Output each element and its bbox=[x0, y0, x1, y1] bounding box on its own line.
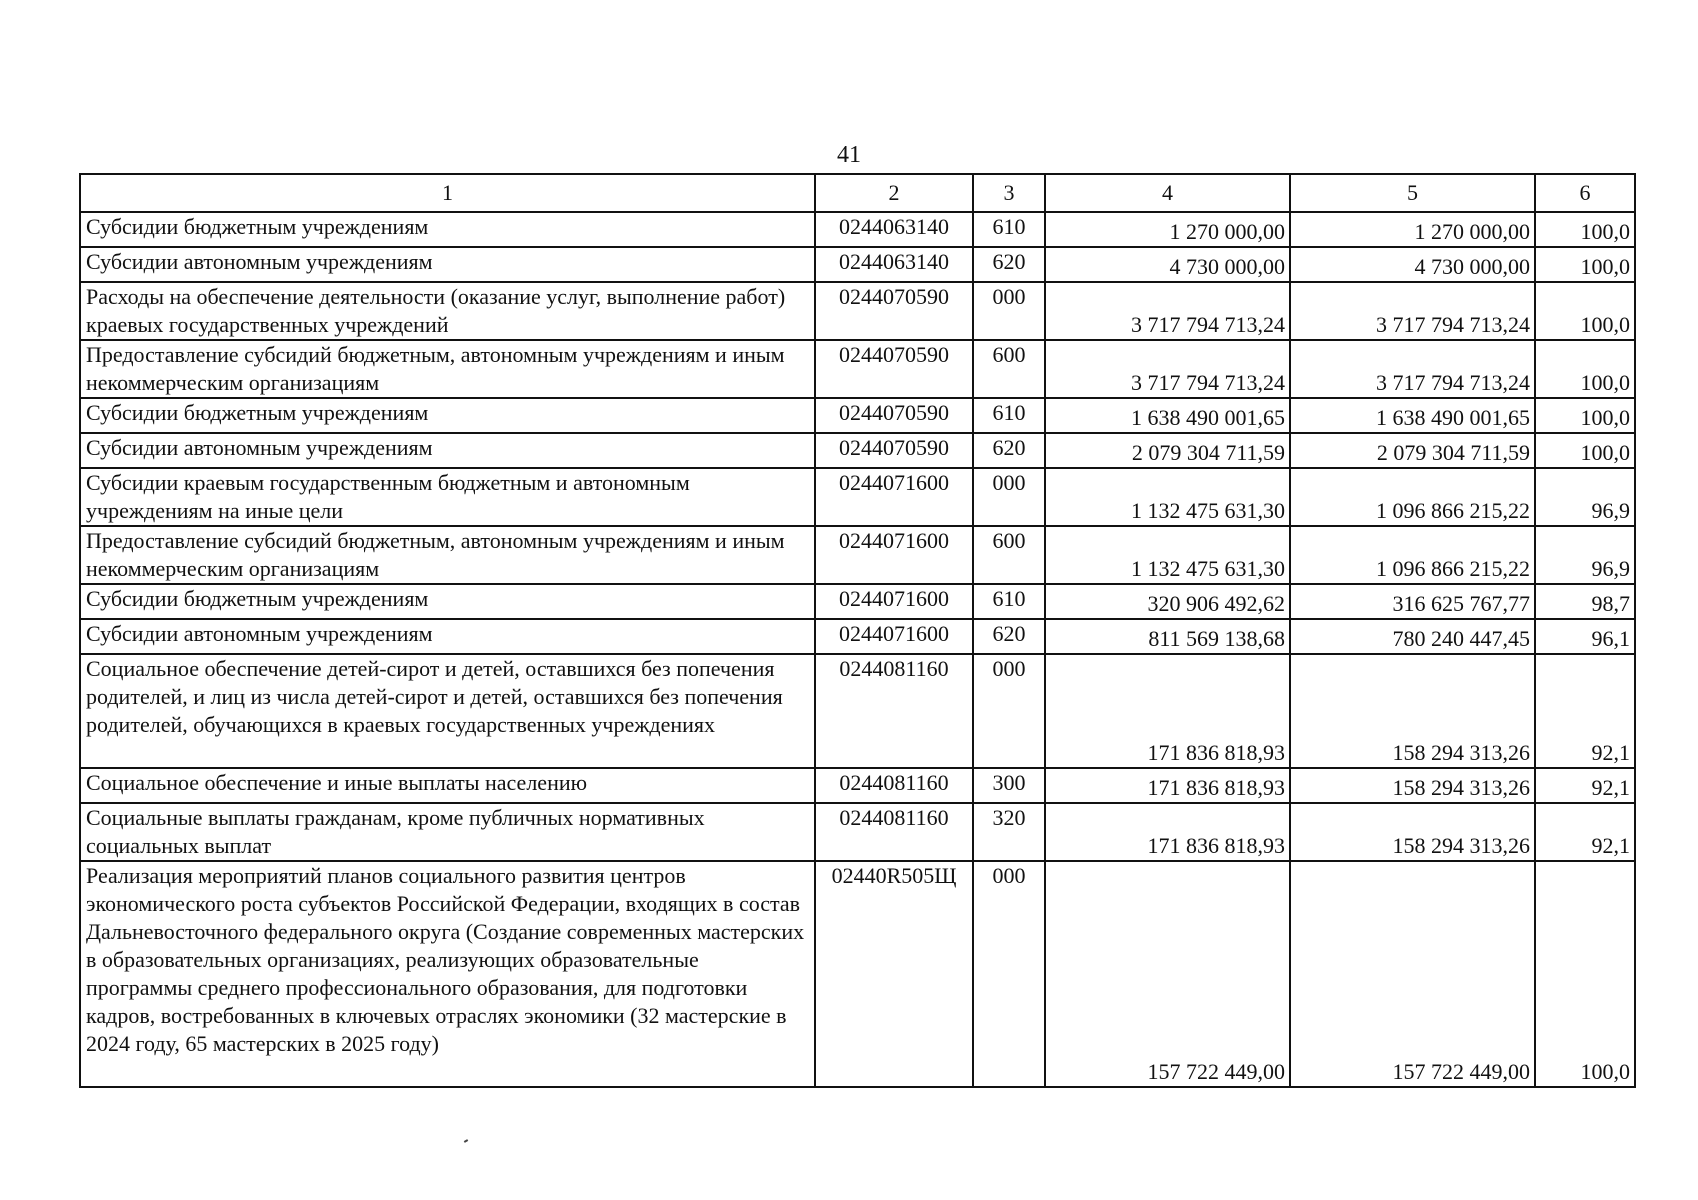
row-planned: 1 132 475 631,30 bbox=[1045, 468, 1290, 526]
row-code: 0244081160 bbox=[815, 803, 973, 861]
row-type: 000 bbox=[973, 654, 1045, 768]
row-percent: 100,0 bbox=[1535, 247, 1635, 282]
row-percent: 92,1 bbox=[1535, 654, 1635, 768]
row-name: Субсидии бюджетным учреждениям bbox=[80, 212, 815, 247]
row-planned: 3 717 794 713,24 bbox=[1045, 282, 1290, 340]
table-row bbox=[80, 526, 1635, 584]
row-planned: 1 638 490 001,65 bbox=[1045, 398, 1290, 433]
row-code: 0244070590 bbox=[815, 433, 973, 468]
row-percent: 96,9 bbox=[1535, 468, 1635, 526]
row-code: 0244071600 bbox=[815, 468, 973, 526]
row-code: 0244071600 bbox=[815, 619, 973, 654]
row-name: Субсидии краевым государственным бюджетным и автономным учреждениям на иные цели bbox=[80, 468, 815, 526]
row-percent: 100,0 bbox=[1535, 212, 1635, 247]
column-number-1: 1 bbox=[80, 174, 815, 212]
row-planned: 811 569 138,68 bbox=[1045, 619, 1290, 654]
table-row bbox=[80, 282, 1635, 340]
row-percent: 100,0 bbox=[1535, 861, 1635, 1087]
table-row bbox=[80, 654, 1635, 768]
row-code: 0244071600 bbox=[815, 526, 973, 584]
row-name: Расходы на обеспечение деятельности (оказание услуг, выполнение работ) краевых государственных учреждений bbox=[80, 282, 815, 340]
row-executed: 157 722 449,00 bbox=[1290, 861, 1535, 1087]
row-type: 610 bbox=[973, 584, 1045, 619]
row-code: 0244070590 bbox=[815, 340, 973, 398]
row-planned: 4 730 000,00 bbox=[1045, 247, 1290, 282]
column-number-5: 5 bbox=[1290, 174, 1535, 212]
row-planned: 2 079 304 711,59 bbox=[1045, 433, 1290, 468]
row-code: 0244071600 bbox=[815, 584, 973, 619]
column-number-6: 6 bbox=[1535, 174, 1635, 212]
row-planned: 171 836 818,93 bbox=[1045, 803, 1290, 861]
row-executed: 158 294 313,26 bbox=[1290, 768, 1535, 803]
row-code: 0244081160 bbox=[815, 768, 973, 803]
table-row bbox=[80, 803, 1635, 861]
row-code: 0244081160 bbox=[815, 654, 973, 768]
row-name: Социальные выплаты гражданам, кроме публичных нормативных социальных выплат bbox=[80, 803, 815, 861]
row-name: Субсидии бюджетным учреждениям bbox=[80, 584, 815, 619]
row-code: 0244063140 bbox=[815, 247, 973, 282]
row-code: 0244063140 bbox=[815, 212, 973, 247]
row-percent: 96,9 bbox=[1535, 526, 1635, 584]
row-type: 000 bbox=[973, 861, 1045, 1087]
table-row bbox=[80, 398, 1635, 433]
row-name: Субсидии автономным учреждениям bbox=[80, 619, 815, 654]
page-number: 41 bbox=[837, 142, 861, 168]
table-row bbox=[80, 433, 1635, 468]
table-row bbox=[80, 340, 1635, 398]
column-number-4: 4 bbox=[1045, 174, 1290, 212]
row-executed: 158 294 313,26 bbox=[1290, 654, 1535, 768]
row-percent: 100,0 bbox=[1535, 282, 1635, 340]
row-planned: 1 132 475 631,30 bbox=[1045, 526, 1290, 584]
row-percent: 100,0 bbox=[1535, 433, 1635, 468]
table-row bbox=[80, 468, 1635, 526]
scan-speck bbox=[464, 1139, 468, 1143]
row-planned: 171 836 818,93 bbox=[1045, 654, 1290, 768]
table-row bbox=[80, 861, 1635, 1087]
column-number-3: 3 bbox=[973, 174, 1045, 212]
row-type: 320 bbox=[973, 803, 1045, 861]
row-code: 0244070590 bbox=[815, 398, 973, 433]
row-executed: 158 294 313,26 bbox=[1290, 803, 1535, 861]
row-type: 610 bbox=[973, 398, 1045, 433]
row-name: Социальное обеспечение и иные выплаты населению bbox=[80, 768, 815, 803]
row-name: Субсидии бюджетным учреждениям bbox=[80, 398, 815, 433]
row-type: 000 bbox=[973, 282, 1045, 340]
row-percent: 96,1 bbox=[1535, 619, 1635, 654]
row-name: Субсидии автономным учреждениям bbox=[80, 433, 815, 468]
budget-execution-table bbox=[79, 173, 1636, 1088]
row-type: 000 bbox=[973, 468, 1045, 526]
column-number-row bbox=[80, 174, 1635, 212]
row-percent: 98,7 bbox=[1535, 584, 1635, 619]
row-name: Социальное обеспечение детей-сирот и детей, оставшихся без попечения родителей, и лиц из числа детей-сирот и детей, оставшихся без попечения родителей, обучающихся в краевых государственных учреждениях bbox=[80, 654, 815, 768]
row-type: 620 bbox=[973, 247, 1045, 282]
table-row bbox=[80, 212, 1635, 247]
row-planned: 171 836 818,93 bbox=[1045, 768, 1290, 803]
row-percent: 100,0 bbox=[1535, 398, 1635, 433]
row-type: 300 bbox=[973, 768, 1045, 803]
row-percent: 92,1 bbox=[1535, 803, 1635, 861]
row-executed: 3 717 794 713,24 bbox=[1290, 340, 1535, 398]
row-type: 620 bbox=[973, 619, 1045, 654]
row-executed: 2 079 304 711,59 bbox=[1290, 433, 1535, 468]
row-planned: 1 270 000,00 bbox=[1045, 212, 1290, 247]
row-type: 600 bbox=[973, 340, 1045, 398]
row-percent: 100,0 bbox=[1535, 340, 1635, 398]
row-type: 620 bbox=[973, 433, 1045, 468]
row-planned: 157 722 449,00 bbox=[1045, 861, 1290, 1087]
row-type: 600 bbox=[973, 526, 1045, 584]
row-name: Реализация мероприятий планов социального развития центров экономического роста субъектов Российской Федерации, входящих в состав Дальневосточного федерального округа (Создание современных мастерских в образовательных организациях, реализующих образовательные программы среднего профессионального образования, для подготовки кадров, востребованных в ключевых отраслях экономики (32 мастерские в 2024 году, 65 мастерских в 2025 году) bbox=[80, 861, 815, 1087]
table-row bbox=[80, 619, 1635, 654]
table-row bbox=[80, 247, 1635, 282]
table-row bbox=[80, 768, 1635, 803]
row-executed: 1 096 866 215,22 bbox=[1290, 526, 1535, 584]
row-name: Предоставление субсидий бюджетным, автономным учреждениям и иным некоммерческим организациям bbox=[80, 526, 815, 584]
row-executed: 3 717 794 713,24 bbox=[1290, 282, 1535, 340]
row-executed: 4 730 000,00 bbox=[1290, 247, 1535, 282]
row-percent: 92,1 bbox=[1535, 768, 1635, 803]
row-executed: 780 240 447,45 bbox=[1290, 619, 1535, 654]
row-executed: 316 625 767,77 bbox=[1290, 584, 1535, 619]
row-name: Субсидии автономным учреждениям bbox=[80, 247, 815, 282]
row-type: 610 bbox=[973, 212, 1045, 247]
row-executed: 1 096 866 215,22 bbox=[1290, 468, 1535, 526]
row-code: 0244070590 bbox=[815, 282, 973, 340]
row-executed: 1 270 000,00 bbox=[1290, 212, 1535, 247]
row-executed: 1 638 490 001,65 bbox=[1290, 398, 1535, 433]
row-planned: 320 906 492,62 bbox=[1045, 584, 1290, 619]
table-row bbox=[80, 584, 1635, 619]
column-number-2: 2 bbox=[815, 174, 973, 212]
row-planned: 3 717 794 713,24 bbox=[1045, 340, 1290, 398]
row-code: 02440R505Щ bbox=[815, 861, 973, 1087]
row-name: Предоставление субсидий бюджетным, автономным учреждениям и иным некоммерческим организациям bbox=[80, 340, 815, 398]
